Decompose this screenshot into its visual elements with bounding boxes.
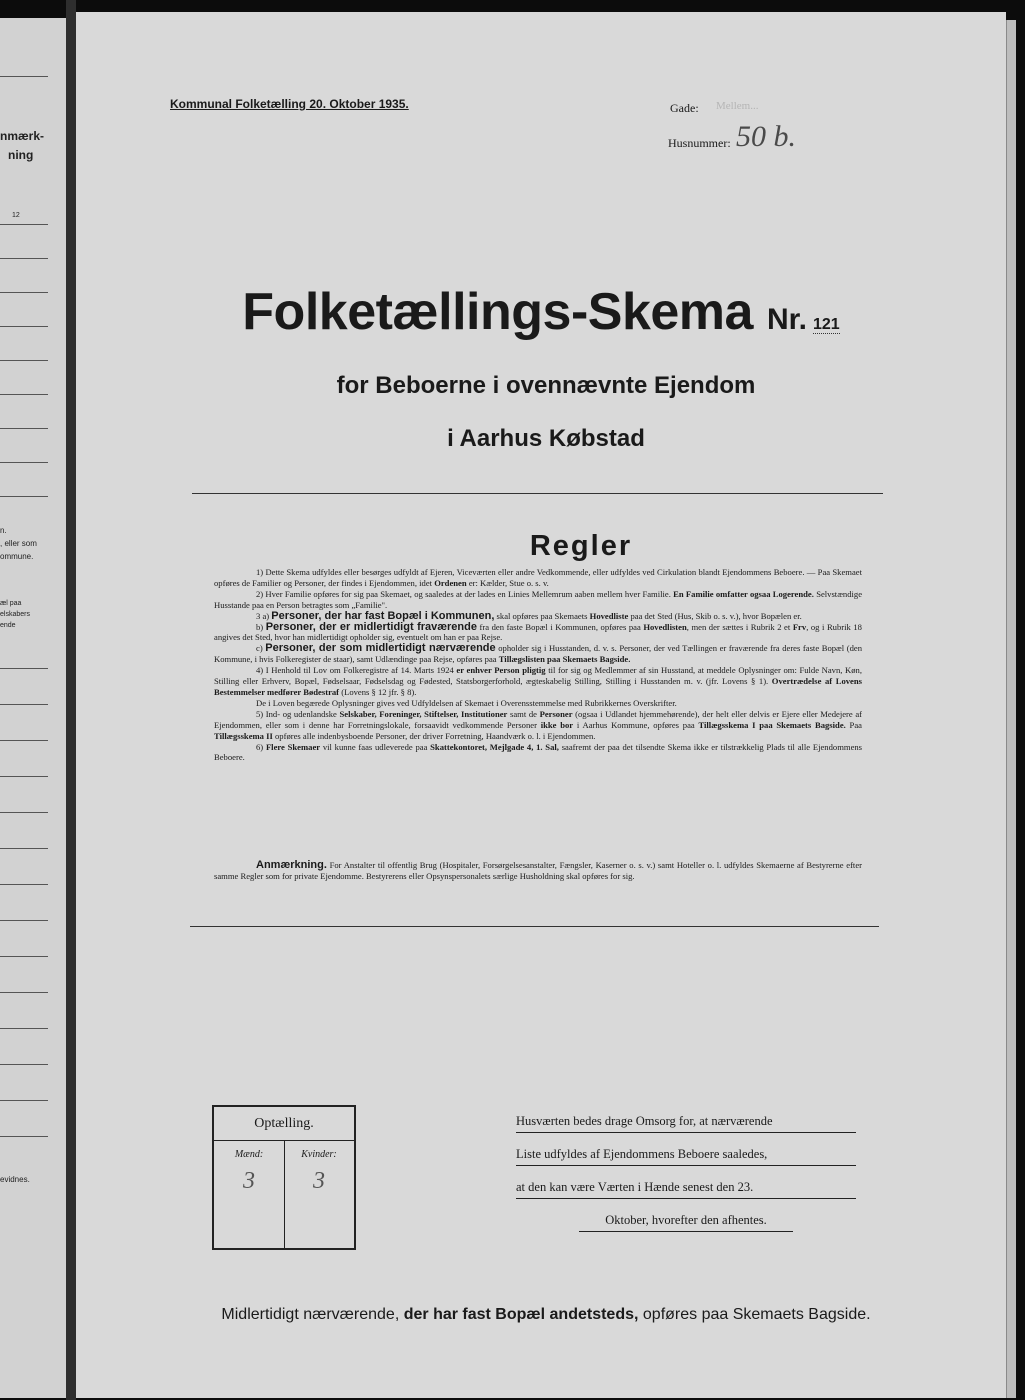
left-page-rule (0, 920, 48, 921)
men-label: Mænd: (234, 1149, 264, 1160)
left-page-note-a-2: , eller som (0, 539, 37, 548)
rule-3c: c) Personer, der som midlertidigt nærværende opholder sig i Husstanden, d. v. s. Personer, der ved Tællingen er fraværende fra deres faste Bopæl (den Kommune, i hvis Folkeregister de staar), samt Udlændinge paa Rejse, opføres paa Tillægslisten paa Skemaets Bagside. (214, 642, 863, 665)
remark-heading: Anmærkning. (256, 859, 327, 871)
rule-4: 4) I Henhold til Lov om Folkeregistre af 14. Marts 1924 er enhver Person pligtig til for sig og Medlemmer af sin Husstand, at meddele Oplysninger om: Fulde Navn, Køn, Stilling eller Erhverv, Bopæl, Fødselsaar, Fødselsdag og Fødested, Statsborgerforhold, ægteskabelig Stilling, Stilling i Husstanden m. v. (jfr. Lovens § 1). Overtrædelse af Lovens Bestemmelser medfører Bødestraf (Lovens § 12 jfr. § 8). (214, 665, 862, 697)
notice-line: at den kan være Værten i Hænde senest den 23. (516, 1180, 856, 1199)
left-page-note-c: evidnes. (0, 1175, 30, 1184)
divider (190, 926, 879, 927)
left-page-rule (0, 394, 48, 395)
left-page-rule (0, 704, 48, 705)
census-form-page (76, 12, 1006, 1398)
left-page-rule (0, 812, 48, 813)
left-page-rule (0, 740, 48, 741)
left-page-rule (0, 992, 48, 993)
form-title (76, 282, 1006, 342)
rule-3a: 3 a) Personer, der har fast Bopæl i Kommunen, skal opføres paa Skemaets Hovedliste paa det Sted (Hus, Skib o. s. v.), hvor Bopælen er. (256, 609, 802, 622)
left-page-rule (0, 1028, 48, 1029)
left-facing-page (0, 18, 66, 1398)
remark-text: For Anstalter til offentlig Brug (Hospitaler, Forsørgelsesanstalter, Fængsler, Kaserner o. s. v.) samt Hoteller o. l. udfyldes Skemaerne af Bestyrerne efter samme Regler som for private Ejendomme. Bestyrerens eller Opsynspersonalets særlige Husholdning skal opføres for sig. (214, 860, 862, 881)
rules-text (214, 567, 862, 763)
left-page-rule (0, 496, 48, 497)
men-column (214, 1141, 285, 1248)
left-page-rule (0, 326, 48, 327)
left-page-col-num: 12 (12, 212, 20, 219)
gade-value: Mellem... (716, 100, 759, 112)
left-page-rule (0, 462, 48, 463)
men-count: 3 (243, 1168, 255, 1194)
left-page-rule (0, 428, 48, 429)
book-gutter (66, 0, 76, 1400)
form-subtitle: for Beboerne i ovennævnte Ejendom (336, 372, 756, 399)
left-page-rule (0, 224, 48, 225)
women-column (284, 1141, 354, 1248)
form-subtitle-town: i Aarhus Købstad (447, 425, 645, 452)
left-page-header-2: ning (8, 148, 34, 162)
left-page-note-b-2: elskabers (0, 611, 30, 618)
census-date-line: Kommunal Folketælling 20. Oktober 1935. (170, 97, 409, 111)
left-page-rule (0, 1064, 48, 1065)
women-count: 3 (313, 1168, 325, 1194)
left-page-rule (0, 1136, 48, 1137)
rule-2: 2) Hver Familie opføres for sig paa Skemaet, og saaledes at der lades en Linies Mellemrum aaben mellem hver Familie. En Familie omfatter ogsaa Logerende. Selvstændige Husstande paa en Person betragtes som „Familie". (214, 588, 863, 610)
women-label: Kvinder: (301, 1149, 337, 1160)
left-page-note-b-3: ende (0, 622, 16, 629)
page-edge (1006, 20, 1016, 1398)
remark-section (214, 860, 862, 882)
left-page-rule (0, 1100, 48, 1101)
notice-line: Liste udfyldes af Ejendommens Beboere saaledes, (516, 1147, 856, 1166)
husnummer-label: Husnummer: (668, 136, 731, 150)
form-number-label: Nr. (766, 303, 807, 336)
rule-3b: b) Personer, der er midlertidigt fraværende fra den faste Bopæl i Kommunen, opføres paa Hovedlisten, men der sættes i Rubrik 2 et Frv, og i Rubrik 18 angives det Sted, hvor han midlertidigt opholder sig, eventuelt om han er paa Rejse. (214, 620, 862, 643)
form-title-main: Folketællings-Skema (242, 283, 753, 341)
count-box (212, 1105, 356, 1250)
rules-heading: Regler (529, 530, 633, 562)
left-page-note-a-1: n. (0, 526, 7, 535)
form-number-value: 121 (812, 316, 840, 333)
divider (192, 493, 883, 494)
left-page-rule (0, 668, 48, 669)
left-page-rule (0, 292, 48, 293)
left-page-rule (0, 360, 48, 361)
count-box-title: Optælling. (214, 1107, 354, 1141)
left-page-header-1: nmærk- (0, 129, 45, 143)
rule-4-note: De i Loven begærede Oplysninger gives ved Udfyldelsen af Skemaet i Overensstemmelse med Rubrikkernes Overskrifter. (256, 697, 677, 708)
left-page-note-a-3: ommune. (0, 552, 34, 561)
gade-label: Gade: (670, 101, 699, 115)
left-page-rule (0, 258, 48, 259)
footer-note: Midlertidigt nærværende, der har fast Bopæl andetsteds, opføres paa Skemaets Bagside. (221, 1306, 871, 1323)
left-page-rule (0, 776, 48, 777)
rule-1: 1) Dette Skema udfyldes eller besørges udfyldt af Ejeren, Viceværten eller andre Vedkommende, eller udfyldes ved Cirkulation blandt Ejendommens Beboere. — Paa Skemaet opføres de Familier og Personer, der findes i Ejendommen, idet Ordenen er: Kælder, Stue o. s. v. (214, 567, 862, 588)
notice-line: Husværten bedes drage Omsorg for, at nærværende (516, 1114, 856, 1133)
notice-line: Oktober, hvorefter den afhentes. (579, 1213, 793, 1232)
landlord-notice (516, 1114, 856, 1232)
left-page-note-b-1: æl paa (0, 600, 22, 607)
left-page-rule (0, 956, 48, 957)
left-page-rule (0, 76, 48, 77)
left-page-rule (0, 884, 48, 885)
rule-5: 5) Ind- og udenlandske Selskaber, Foreninger, Stiftelser, Institutioner samt de Personer (ogsaa i Udlandet hjemmehørende), der helt eller delvis er Ejere eller Medejere af Ejendommen, eller som i denne har Forretningslokale, forsaavidt vedkommende Personer ikke bor i Aarhus Kommune, opføres paa Tillægsskema I paa Skemaets Bagside. Paa Tillægsskema II opføres alle indenbysboende Personer, der driver Forretning, Haandværk o. l. i Ejendommen. (214, 708, 863, 741)
husnummer-value: 50 b. (736, 120, 796, 153)
rule-6: 6) Flere Skemaer vil kunne faas udleverede paa Skattekontoret, Mejlgade 4, 1. Sal, saafremt der paa det tilsendte Skema ikke er tilstrækkelig Plads til alle Ejendommens Beboere. (214, 741, 863, 763)
left-page-rule (0, 848, 48, 849)
